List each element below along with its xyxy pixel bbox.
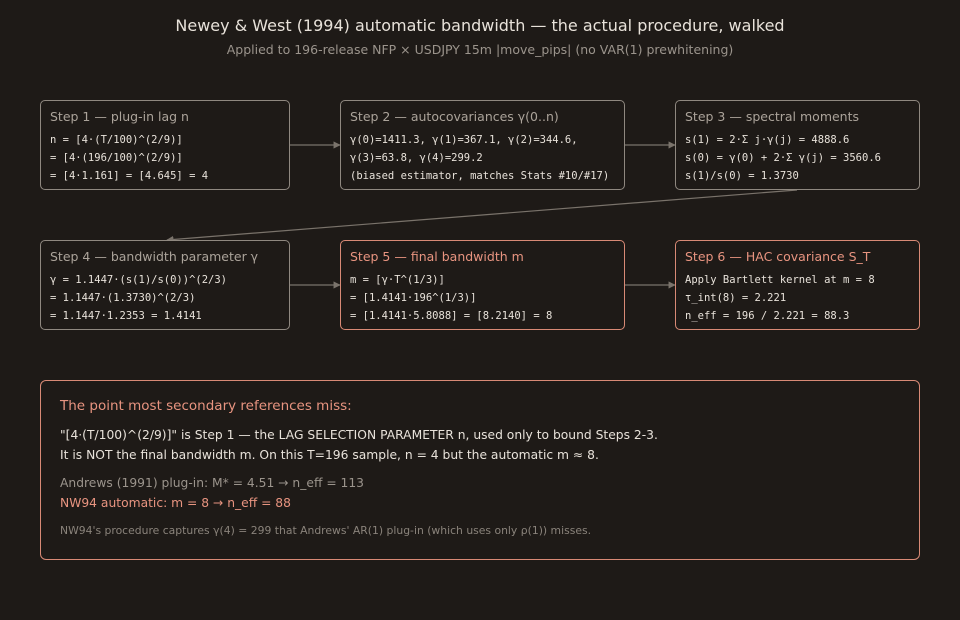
step-1-line-2: = [4·(196/100)^(2/9)] <box>50 152 183 164</box>
step-2-box <box>340 100 625 190</box>
step-4-title: Step 4 — bandwidth parameter γ <box>50 249 259 264</box>
step-5-line-3: = [1.4141·5.8088] = [8.2140] = 8 <box>350 310 553 322</box>
key-point-line-2: It is NOT the final bandwidth m. On this T=196 sample, n = 4 but the automatic m ≈ 8. <box>60 448 599 462</box>
step-1-title: Step 1 — plug-in lag n <box>50 109 189 124</box>
step-3-line-2: s(0) = γ(0) + 2·Σ γ(j) = 3560.6 <box>685 152 881 164</box>
step-2-line-3: (biased estimator, matches Stats #10/#17) <box>350 170 610 182</box>
step-6-line-3: n_eff = 196 / 2.221 = 88.3 <box>685 310 850 322</box>
key-point-footnote: NW94's procedure captures γ(4) = 299 that Andrews' AR(1) plug-in (which uses only ρ(1)) misses. <box>60 524 592 537</box>
andrews-comparison: Andrews (1991) plug-in: M* = 4.51 → n_eff = 113 <box>60 476 365 490</box>
page-subtitle: Applied to 196-release NFP × USDJPY 15m |move_pips| (no VAR(1) prewhitening) <box>226 42 734 57</box>
arrow-step3-step4 <box>167 190 797 240</box>
step-4-line-1: γ = 1.1447·(s(1)/s(0))^(2/3) <box>50 274 228 286</box>
step-4-box <box>40 240 290 330</box>
page-title: Newey & West (1994) automatic bandwidth — the actual procedure, walked <box>175 16 785 35</box>
step-6-title: Step 6 — HAC covariance S_T <box>685 249 871 264</box>
step-4-line-3: = 1.1447·1.2353 = 1.4141 <box>50 310 202 322</box>
step-5-line-1: m = [γ·T^(1/3)] <box>350 274 445 286</box>
step-2-line-1: γ(0)=1411.3, γ(1)=367.1, γ(2)=344.6, <box>350 134 578 146</box>
step-2-line-2: γ(3)=63.8, γ(4)=299.2 <box>350 152 483 164</box>
step-3-line-3: s(1)/s(0) = 1.3730 <box>685 170 799 182</box>
step-5-box <box>340 240 625 330</box>
step-6-line-1: Apply Bartlett kernel at m = 8 <box>685 274 875 286</box>
step-1-line-1: n = [4·(T/100)^(2/9)] <box>50 134 183 146</box>
step-6-box <box>675 240 920 330</box>
step-6-line-2: τ_int(8) = 2.221 <box>685 292 787 304</box>
step-5-title: Step 5 — final bandwidth m <box>350 249 524 264</box>
step-4-line-2: = 1.1447·(1.3730)^(2/3) <box>50 292 196 304</box>
step-2-title: Step 2 — autocovariances γ(0..n) <box>350 109 559 124</box>
step-5-line-2: = [1.4141·196^(1/3)] <box>350 292 477 304</box>
key-point-line-1: "[4·(T/100)^(2/9)]" is Step 1 — the LAG SELECTION PARAMETER n, used only to bound Steps 2-3. <box>60 428 658 442</box>
step-3-box <box>675 100 920 190</box>
key-point-panel <box>40 380 920 560</box>
step-1-line-3: = [4·1.161] = [4.645] = 4 <box>50 170 209 182</box>
step-3-title: Step 3 — spectral moments <box>685 109 860 124</box>
nw94-result: NW94 automatic: m = 8 → n_eff = 88 <box>60 496 291 510</box>
step-1-box <box>40 100 290 190</box>
key-point-heading: The point most secondary references miss: <box>60 398 352 414</box>
step-3-line-1: s(1) = 2·Σ j·γ(j) = 4888.6 <box>685 134 850 146</box>
